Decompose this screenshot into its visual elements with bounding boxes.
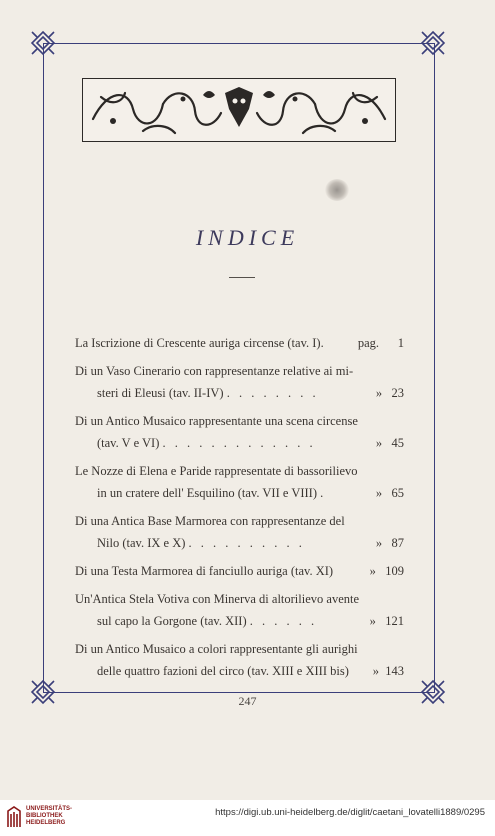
toc-entry-line: Di un Antico Musaico rappresentante una scena circense: [75, 414, 358, 428]
toc-entry[interactable]: [75, 510, 404, 554]
toc-entry-line: Le Nozze di Elena e Paride rappresentate di bassorilievo: [75, 464, 358, 478]
toc-entry-line: Di un Vaso Cinerario con rappresentanze relative ai mi-: [75, 364, 354, 378]
ornament-scroll-icon: [82, 78, 396, 142]
page-title: INDICE: [195, 225, 300, 250]
toc-entry-line: Un'Antica Stela Votiva con Minerva di altorilievo avente: [75, 592, 360, 606]
toc-entry-line-cont: sul capo la Gorgone (tav. XII) . . . . . .: [97, 614, 318, 628]
toc-entry[interactable]: [75, 410, 404, 454]
paper-stain: [325, 179, 349, 201]
toc-entry[interactable]: [75, 560, 404, 582]
library-name-line: BIBLIOTHEK: [26, 813, 63, 819]
library-name: [26, 806, 72, 827]
toc-entry-page: » 121: [369, 614, 404, 628]
toc-entry-line: Di una Antica Base Marmorea con rappresentanze del: [75, 514, 345, 528]
library-name-line: HEIDELBERG: [26, 820, 66, 826]
toc-entry-page: » 23: [375, 386, 404, 400]
toc-entry[interactable]: [75, 638, 404, 682]
toc-entry[interactable]: [75, 588, 404, 632]
library-logo-icon[interactable]: [5, 805, 23, 829]
toc-entry-line: Di una Testa Marmorea di fanciullo auriga (tav. XI): [75, 564, 334, 578]
toc-entry[interactable]: [75, 360, 404, 404]
toc-entry-page: » 109: [369, 564, 404, 578]
corner-knot-icon: [30, 30, 56, 56]
footer-bar: [0, 800, 495, 836]
toc-entry[interactable]: [75, 332, 404, 354]
toc-entry-page: » 65: [375, 486, 404, 500]
toc-entry-page: » 143: [372, 664, 404, 678]
table-of-contents: [75, 332, 404, 682]
toc-entry-line-cont: (tav. V e VI) . . . . . . . . . . . . .: [97, 436, 316, 450]
toc-entry-line: Di un Antico Musaico a colori rappresentante gli aurighi: [75, 642, 358, 656]
toc-entry-line: La Iscrizione di Crescente auriga circense (tav. I).: [75, 336, 324, 350]
toc-entry[interactable]: [75, 460, 404, 504]
toc-entry-line-cont: steri di Eleusi (tav. II-IV) . . . . . . . .: [97, 386, 319, 400]
toc-entry-line-cont: Nilo (tav. IX e X) . . . . . . . . . .: [97, 536, 305, 550]
page-number: 247: [238, 694, 257, 708]
toc-entry-line-cont: delle quattro fazioni del circo (tav. XIII e XIII bis): [97, 664, 349, 678]
toc-entry-line-cont: in un cratere dell' Esquilino (tav. VII e VIII) .: [97, 486, 327, 500]
toc-entry-page: » 87: [375, 536, 404, 550]
corner-knot-icon: [420, 30, 446, 56]
toc-entry-page: pag. 1: [357, 336, 404, 350]
library-name-line: UNIVERSITÄTS-: [26, 806, 73, 812]
toc-entry-page: » 45: [375, 436, 404, 450]
title-rule: [229, 277, 255, 278]
source-url-link[interactable]: https://digi.ub.uni-heidelberg.de/diglit/caetani_lovatelli1889/0295: [215, 807, 485, 818]
